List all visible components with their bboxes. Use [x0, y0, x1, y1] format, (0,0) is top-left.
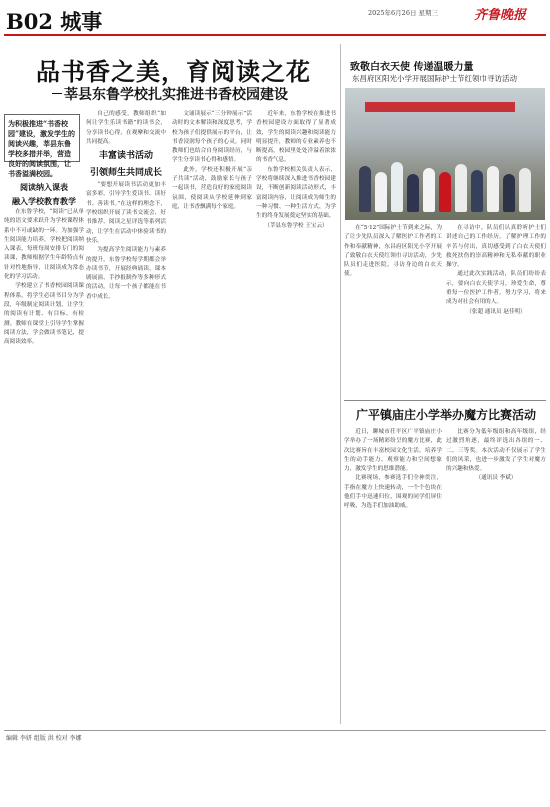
person-figure: [423, 168, 435, 212]
lead-summary-box: 为积极推进“书香校园”建设，激发学生的阅读兴趣，莘县东鲁学校多措并举，营造良好的阅读氛围，让书香溢满校园。: [4, 114, 80, 162]
right-article-title: 致敬白衣天使 传递温暖力量: [350, 62, 474, 73]
photo-banner: [365, 102, 515, 112]
page-date: 2025年6月26日 星期三: [368, 9, 439, 17]
paragraph: “要想开展读书活动更加丰富多彩，引导学生爱读书、读好书、善读书。”在这样的理念下，学校组织开展了读书交流会、好书推荐、阅读之星评选等系列活动，让学生在活动中体验读书的快乐。: [86, 182, 166, 244]
paragraph: 自己的感受，教师组织“如何让学生乐读书籍”的读书会，分享读书心得，在观摩和交流中共同提高。: [86, 111, 166, 145]
person-figure: [503, 174, 515, 212]
column-divider: [340, 44, 341, 724]
paragraph: 东鲁学校相关负责人表示，学校将继续深入推进书香校园建设，不断创新阅读活动形式，丰富阅读内容，让阅读成为师生的一种习惯、一种生活方式，为学生的终身发展奠定坚实的基础。: [256, 166, 336, 220]
page-label: B02 城事: [6, 9, 103, 34]
paragraph: 此外，学校还积极开展“亲子共读”活动，鼓励家长与孩子一起读书，营造良好的家庭阅读氛围，使阅读从学校延伸到家庭，让书香飘满每个家庭。: [172, 166, 252, 210]
main-article-title: 品书香之美，育阅读之花: [36, 57, 311, 86]
main-article-column-4: [256, 110, 336, 710]
main-article-column-1: [4, 180, 84, 720]
masthead-logo: 齐鲁晚报: [474, 8, 527, 23]
subtitle-dash: [52, 93, 62, 94]
paragraph: 近年来，东鲁学校在推进书香校园建设方面取得了显著成效，学生的阅读兴趣和阅读能力明显提升，教师的专业素养也不断提高，校园里处处洋溢着浓浓的书香气息。: [256, 111, 336, 164]
person-figure: [455, 164, 467, 212]
section-heading: 阅读纳入课表: [20, 182, 68, 192]
header-rule: [4, 34, 546, 36]
article-byline: （莘县东鲁学校 王宝云）: [264, 222, 328, 229]
person-figure: [391, 162, 403, 212]
paragraph: 文诵读展示“三分钟展示”活动时的文本解读和深度思考，学校为孩子们提供展示的平台，让书香浸润每个孩子的心灵，同时教师们也结合自身阅读经历，与学生分享读书心得和感悟。: [172, 111, 252, 164]
paragraph: 比赛分为低年级组和高年级组，经过激烈角逐，最终评选出各组的一、二、三等奖。本次活动不仅展示了学生们的风采，也进一步激发了学生对魔方的兴趣和热爱。: [446, 429, 546, 473]
person-figure: [487, 166, 499, 212]
paragraph: 在寻访中，队员们认真聆听护士们讲述自己的工作经历，了解护理工作的辛苦与付出，真切感受到了白衣天使们救死扶伤的崇高精神和无私奉献的职业操守。: [446, 225, 546, 269]
right-article-subtitle: 东昌府区阳光小学开展国际护士节红领巾寻访活动: [352, 74, 517, 83]
person-figure: [519, 168, 531, 212]
main-article-column-2: [86, 110, 166, 720]
paragraph: 在“5·12”国际护士节到来之际，为了让少先队员深入了解医护工作者的工作和奉献精神，东昌府区阳光小学开展了致敬白衣天使红领巾寻访活动，少先队员们走进医院，寻访身边的白衣天使。: [344, 225, 442, 278]
section-heading: 引领师生共同成长: [89, 168, 162, 179]
person-figure: [471, 170, 483, 212]
person-figure: [359, 166, 371, 212]
person-figure: [375, 172, 387, 212]
main-article-column-3: [172, 110, 252, 710]
paragraph: 学校建立了书香校园阅读课程体系，将学生必读书目分为学段，年级制定阅读计划，让学生的阅读有计划、有目标、有检测。教师在课堂上引导学生掌握阅读方法，学会做读书笔记，提高阅读效率。: [4, 283, 84, 346]
right-article-column-1: [344, 224, 442, 394]
section-heading: 丰富读书活动: [98, 151, 153, 162]
page-header: [0, 0, 550, 38]
right-article-column-2: [446, 224, 546, 394]
person-figure: [439, 172, 451, 212]
right-article-2-column-2: [446, 428, 546, 718]
paragraph: 通过此次实践活动，队员们纷纷表示，要向白衣天使学习，珍爱生命，尊重每一位医护工作者，努力学习，将来成为对社会有用的人。: [446, 271, 546, 306]
person-figure: [407, 174, 419, 212]
article-byline: （通讯员 李斌）: [475, 475, 517, 482]
paragraph: 在东鲁学校，“阅读”已从单纯的语文要求跃升为学校课程体系中不可或缺的一环。为加强学生阅读能力培养，学校把阅读纳入课表，每班每周安排专门的阅读课，教师根据学生年龄特点有针对性地指导，让阅读成为常态化的学习活动。: [4, 209, 84, 281]
right-article-2-column-1: [344, 428, 442, 718]
footer-rule: [4, 730, 546, 731]
footer-editors: 编辑 李妍 组版 洪 校对 李娜: [6, 735, 82, 742]
paragraph: 为提高学生阅读能力与素养的提升，东鲁学校每学期都会举办读书节，开展经典诵读、课本剧展演、手抄报制作等多种形式的活动，让每一个孩子都能在书香中成长。: [86, 247, 166, 300]
right-article-2-title: 广平镇庙庄小学举办魔方比赛活动: [356, 408, 537, 422]
section-heading: 融入学校教育教学: [12, 196, 76, 206]
group-photo: [345, 88, 545, 220]
paragraph: 近日，聊城市茌平区广平镇庙庄小学举办了一场精彩纷呈的魔方比赛，此次比赛旨在丰富校园文化生活，培养学生的动手能力、观察能力和空间想象力，激发学生的思维潜能。: [344, 429, 442, 473]
main-article-subtitle: 莘县东鲁学校扎实推进书香校园建设: [64, 87, 288, 103]
article-divider: [344, 400, 546, 401]
paragraph: 比赛现场，参赛选手们全神贯注，手指在魔方上快速转动，一个个色块在他们手中迅速归位，围观的同学们屏住呼吸，为选手们加油助威。: [344, 475, 442, 510]
article-byline: （张超 通讯员 赵佳明）: [466, 308, 526, 315]
